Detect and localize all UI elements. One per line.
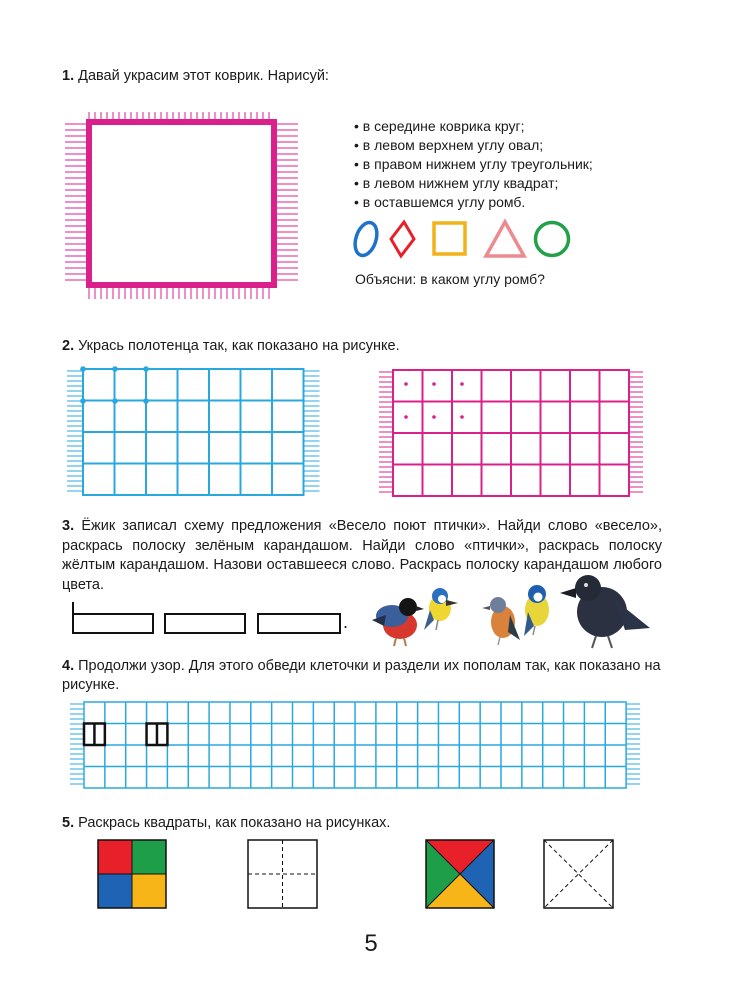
rug-frame[interactable] bbox=[89, 122, 274, 285]
task-number: 4. bbox=[62, 658, 75, 674]
task-3-heading bbox=[62, 517, 662, 595]
task-1-question: Объясни: в каком углу ромб? bbox=[355, 271, 545, 287]
towel-dot bbox=[404, 382, 408, 386]
page-number: 5 bbox=[364, 930, 378, 957]
towel-right[interactable] bbox=[379, 370, 643, 496]
task-number: 3. bbox=[62, 518, 75, 534]
scheme-word-1[interactable] bbox=[73, 614, 153, 633]
task-text: Ёжик записал схему предложения «Весело поют птички». Найди слово «весело», раскрась полоску зелёным карандашом. Найди слово «птички», раскрась полоску жёлтым карандашом. Назови оставшееся слово. Раскрась полоску карандашом любого цвета. bbox=[62, 518, 663, 593]
towel-dot bbox=[432, 382, 436, 386]
rhombus-icon bbox=[391, 222, 414, 256]
colored-square-triangles bbox=[426, 840, 494, 908]
task-text: Укрась полотенца так, как показано на рисунке. bbox=[78, 338, 400, 354]
chaffinch-icon bbox=[482, 597, 520, 645]
task-2-heading bbox=[62, 337, 400, 356]
scheme-word-2[interactable] bbox=[165, 614, 245, 633]
instruction-item: • в оставшемся углу ромб. bbox=[354, 193, 593, 212]
towel-dot bbox=[80, 366, 86, 372]
task-number: 5. bbox=[62, 815, 75, 831]
towel-dot bbox=[143, 398, 149, 404]
triangle-icon bbox=[486, 222, 524, 256]
towel-dot bbox=[460, 415, 464, 419]
scheme-period: . bbox=[343, 612, 349, 632]
instruction-item: • в середине коврика круг; bbox=[354, 117, 593, 136]
sentence-scheme bbox=[73, 602, 340, 634]
instruction-item: • в правом нижнем углу треугольник; bbox=[354, 155, 593, 174]
towel-dot bbox=[143, 366, 149, 372]
towel-dot bbox=[432, 415, 436, 419]
task-1-instructions bbox=[354, 117, 593, 212]
towel-left[interactable] bbox=[67, 366, 320, 495]
task-text: Раскрась квадраты, как показано на рисунках. bbox=[78, 815, 391, 831]
towel-dot bbox=[112, 398, 118, 404]
oval-icon bbox=[351, 220, 381, 259]
towel-dot bbox=[404, 415, 408, 419]
towel-dot bbox=[80, 398, 86, 404]
colored-square-quarters bbox=[98, 840, 166, 908]
pattern-strip[interactable] bbox=[70, 702, 640, 788]
towel-dot bbox=[112, 366, 118, 372]
task-5-heading bbox=[62, 814, 390, 833]
towel-dot bbox=[460, 382, 464, 386]
task-text: Продолжи узор. Для этого обведи клеточки и раздели их пополам так, как показано на рисунке. bbox=[62, 658, 661, 693]
scheme-word-3[interactable] bbox=[258, 614, 340, 633]
blank-square-dashed-diagonals[interactable] bbox=[544, 840, 613, 908]
instruction-item: • в левом верхнем углу овал; bbox=[354, 136, 593, 155]
blank-square-dashed-cross[interactable] bbox=[248, 840, 317, 908]
task-number: 1. bbox=[62, 68, 75, 84]
task-text: Давай украсим этот коврик. Нарисуй: bbox=[78, 68, 329, 84]
task-4-heading bbox=[62, 657, 672, 695]
bullfinch-icon bbox=[372, 598, 424, 646]
task-number: 2. bbox=[62, 338, 75, 354]
square-icon bbox=[434, 223, 465, 254]
circle-icon bbox=[536, 223, 569, 256]
instruction-item: • в левом нижнем углу квадрат; bbox=[354, 174, 593, 193]
